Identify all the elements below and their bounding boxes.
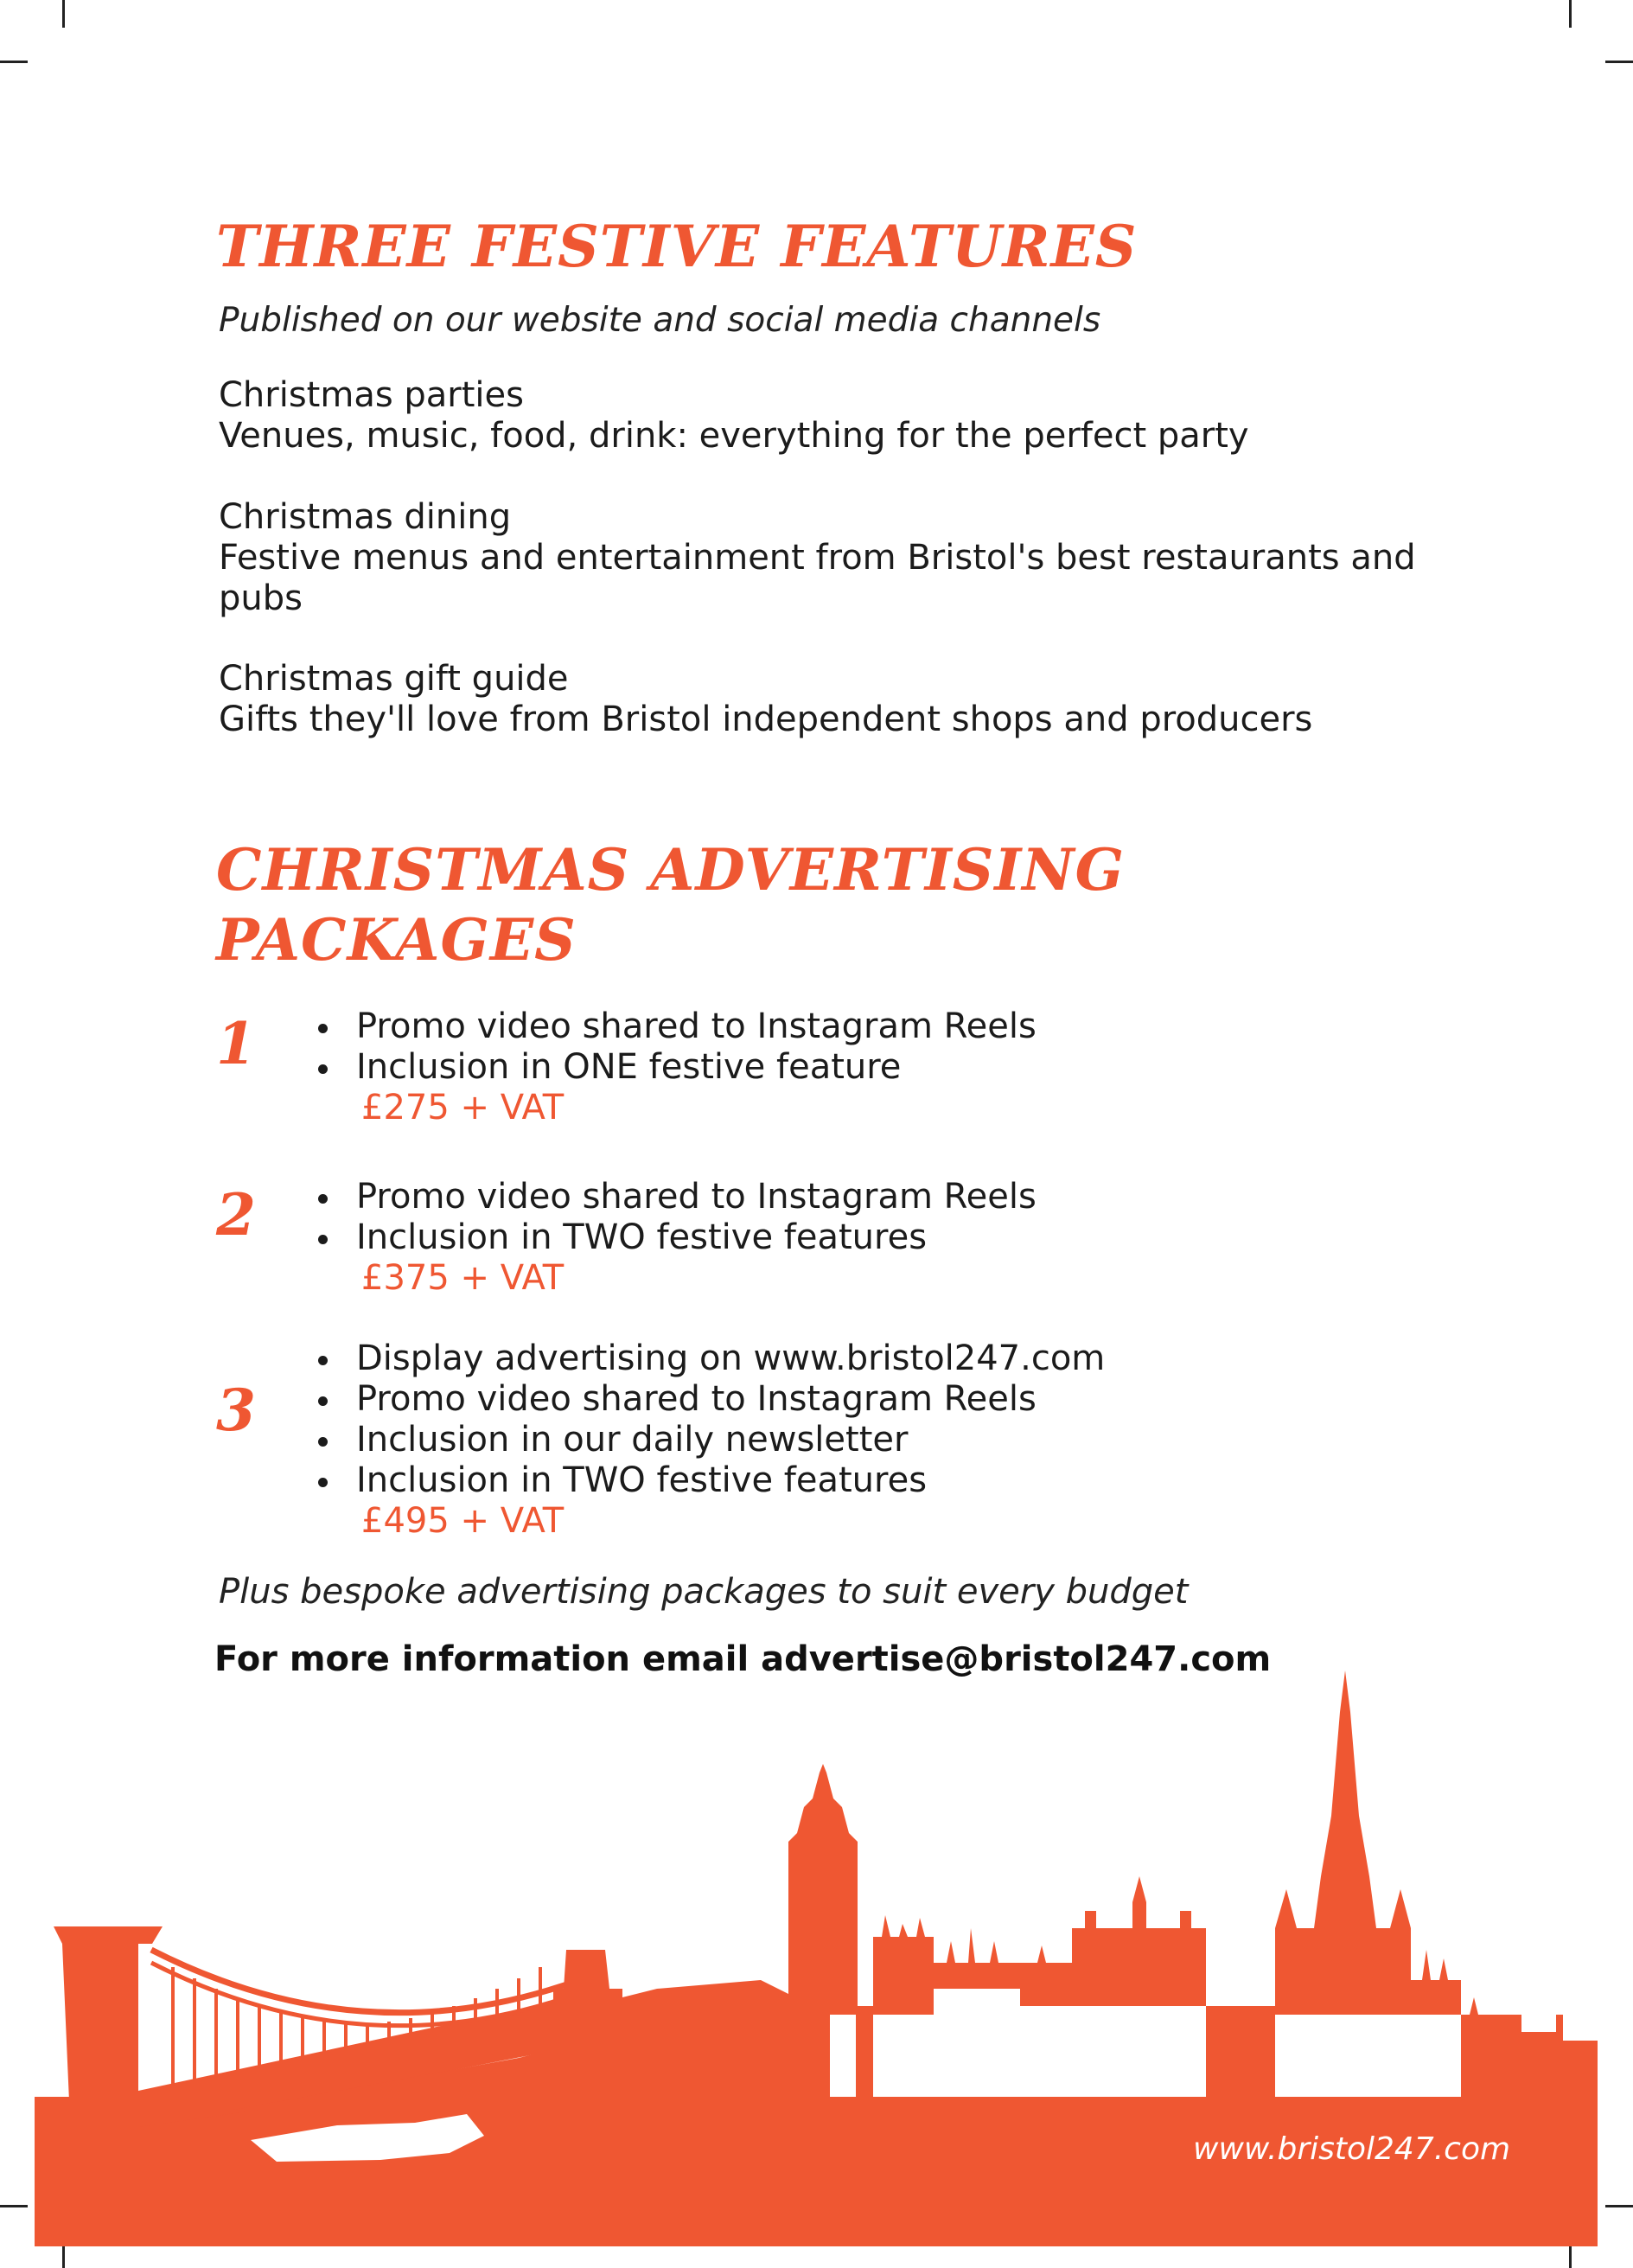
feature-title: Christmas dining <box>219 497 512 537</box>
package-feature: Promo video shared to Instagram Reels <box>313 1006 1037 1047</box>
footer-website-url[interactable]: www.bristol247.com <box>1193 2131 1511 2167</box>
package-feature: Promo video shared to Instagram Reels <box>313 1177 1037 1217</box>
package-feature: Inclusion in TWO festive features <box>313 1217 1037 1258</box>
package-price: £375 + VAT <box>361 1258 565 1298</box>
feature-description: Venues, music, food, drink: everything for the perfect party <box>219 416 1249 456</box>
package-number: 3 <box>216 1377 256 1444</box>
package-price: £495 + VAT <box>361 1501 565 1541</box>
section-title-packages-line2: PACKAGES <box>216 906 577 974</box>
package-feature: Inclusion in ONE festive feature <box>313 1047 1037 1088</box>
section-title-features: THREE FESTIVE FEATURES <box>216 213 1138 280</box>
feature-title: Christmas parties <box>219 375 524 415</box>
feature-description: Gifts they'll love from Bristol independent shops and producers <box>219 700 1313 739</box>
feature-title: Christmas gift guide <box>219 659 569 699</box>
bespoke-note: Plus bespoke advertising packages to suit every budget <box>219 1572 1189 1612</box>
package-feature: Inclusion in TWO festive features <box>313 1460 1105 1501</box>
package-feature: Inclusion in our daily newsletter <box>313 1420 1105 1460</box>
section-subtitle: Published on our website and social media channels <box>219 301 1101 340</box>
feature-description: Festive menus and entertainment from Bristol's best restaurants and pubs <box>219 538 1416 618</box>
package-number: 1 <box>216 1010 256 1077</box>
package-number: 2 <box>216 1181 256 1249</box>
contact-email[interactable]: For more information email advertise@bristol247.com <box>214 1639 1272 1679</box>
section-title-packages-line1: CHRISTMAS ADVERTISING <box>216 836 1125 904</box>
package-price: £275 + VAT <box>361 1088 565 1128</box>
package-feature: Promo video shared to Instagram Reels <box>313 1379 1105 1420</box>
package-feature: Display advertising on www.bristol247.com <box>313 1338 1105 1379</box>
